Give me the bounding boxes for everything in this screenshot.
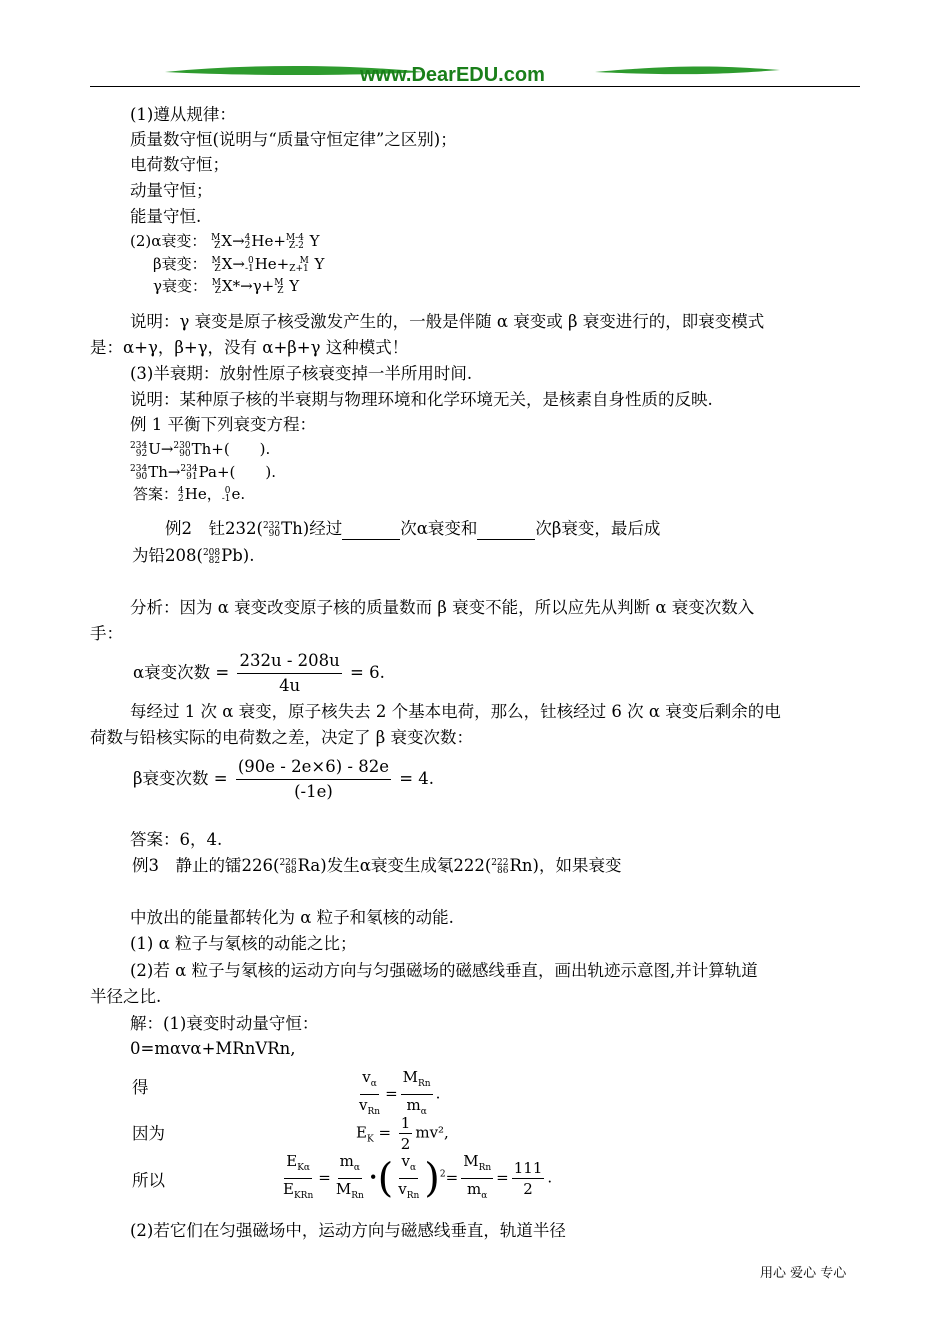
- question2-line2: 半径之比.: [90, 987, 162, 1006]
- blank-alpha[interactable]: [342, 521, 400, 540]
- gamma-decay-eq: γ衰变： M Z X*→γ+ M Z Y: [153, 277, 300, 296]
- question2-line1: (2)若 α 粒子与氡核的运动方向与匀强磁场的磁感线垂直，画出轨迹示意图,并计算轨道: [130, 961, 758, 980]
- each-line2: 荷数与铅核实际的电荷数之差，决定了 β 衰变次数：: [90, 728, 474, 747]
- solution-title: 解：(1)衰变时动量守恒：: [130, 1014, 319, 1033]
- example1-title: 例 1 平衡下列衰变方程：: [130, 415, 316, 434]
- line-l2: 质量数守恒(说明与“质量守恒定律”之区别)；: [130, 130, 457, 149]
- kinetic-energy-eq: $E_K$ = $\frac{1}{2}$ mv²,: [356, 1114, 449, 1153]
- line-l4: 动量守恒；: [130, 181, 213, 200]
- label-yinwei: 因为: [132, 1124, 165, 1143]
- ex1-eq1: 234 92 U→ 230 90 Th+( ).: [130, 440, 271, 459]
- ex1-eq2: 234 90 Th→ 234 91 Pa+( ).: [130, 463, 277, 482]
- footer-motto: 用心 爱心 专心: [760, 1266, 847, 1281]
- last-line: (2)若它们在匀强磁场中，运动方向与磁感线垂直，轨道半径: [130, 1221, 566, 1240]
- line-l1: (1)遵从规律：: [130, 105, 236, 124]
- answer2: 答案：6，4.: [130, 830, 223, 849]
- beta-decay-eq: β衰变： M Z X→ 0 -1 He+ M Z+1 Y: [153, 255, 325, 274]
- half-life: (3)半衰期：放射性原子核衰变掉一半所用时间.: [130, 364, 473, 383]
- label-de: 得: [132, 1078, 149, 1097]
- header-site: www.DearEDU.com: [360, 64, 545, 86]
- beta-count-eq: β衰变次数 = $\frac{(90e - 2e\times 6) - 82e}{(-1e)}$ = 4.: [133, 757, 435, 801]
- ex1-answer: 答案： 4 2 He， 0 -1 e.: [133, 485, 246, 504]
- alpha-decay-eq: (2)α衰变： M Z X→ 4 2 He+ M-4 Z-2 Y: [130, 232, 320, 251]
- velocity-ratio-eq: $\frac{v_\alpha}{v_{Rn}}$ = $\frac{M_{Rn}}{m_\alpha}$ .: [359, 1068, 441, 1117]
- line-l5: 能量守恒.: [130, 207, 202, 226]
- blank-beta[interactable]: [477, 521, 535, 540]
- example2-line2: 为铅208( 208 82 Pb).: [132, 546, 255, 566]
- alpha-count-eq: α衰变次数 = $\frac{232u - 208u}{4u}$ = 6.: [133, 651, 385, 695]
- example2-line1: 例2 钍232( 232 90 Th)经过 次α衰变和 次β衰变，最后成: [165, 519, 661, 539]
- note1-line1: 说明：γ 衰变是原子核受激发产生的，一般是伴随 α 衰变或 β 衰变进行的，即衰变模式: [130, 312, 765, 331]
- example3-line1: 例3 静止的镭226( 226 88 Ra)发生α衰变生成氡222( 222 86 Rn)，如果衰变: [132, 856, 622, 876]
- note2: 说明：某种原子核的半衰期与物理环境和化学环境无关，是核素自身性质的反映.: [130, 390, 713, 409]
- analysis-line2: 手：: [90, 624, 123, 643]
- note1-line2: 是：α+γ，β+γ，没有 α+β+γ 这种模式！: [90, 338, 409, 357]
- analysis-line1: 分析：因为 α 衰变改变原子核的质量数而 β 衰变不能，所以应先从判断 α 衰变次数入: [130, 598, 755, 617]
- example3-line2: 中放出的能量都转化为 α 粒子和氡核的动能.: [130, 908, 454, 927]
- each-line1: 每经过 1 次 α 衰变，原子核失去 2 个基本电荷，那么，钍核经过 6 次 α 衰变后剩余的电: [130, 702, 781, 721]
- momentum-eq: 0=mαvα+MRnVRn,: [130, 1039, 296, 1058]
- question1: (1) α 粒子与氡核的动能之比；: [130, 934, 357, 953]
- line-l3: 电荷数守恒；: [130, 155, 229, 174]
- energy-ratio-eq: $\frac{E_{K\alpha}}{E_{KRn}}$ = $\frac{m_\alpha}{M_{Rn}}$ •( $\frac{v_\alpha}{v_{Rn}}$ )$^2$= $\frac{M_{Rn}}{m_\alpha}$ = $\frac{111}{2}$ .: [283, 1152, 553, 1202]
- label-suoyi: 所以: [132, 1171, 165, 1190]
